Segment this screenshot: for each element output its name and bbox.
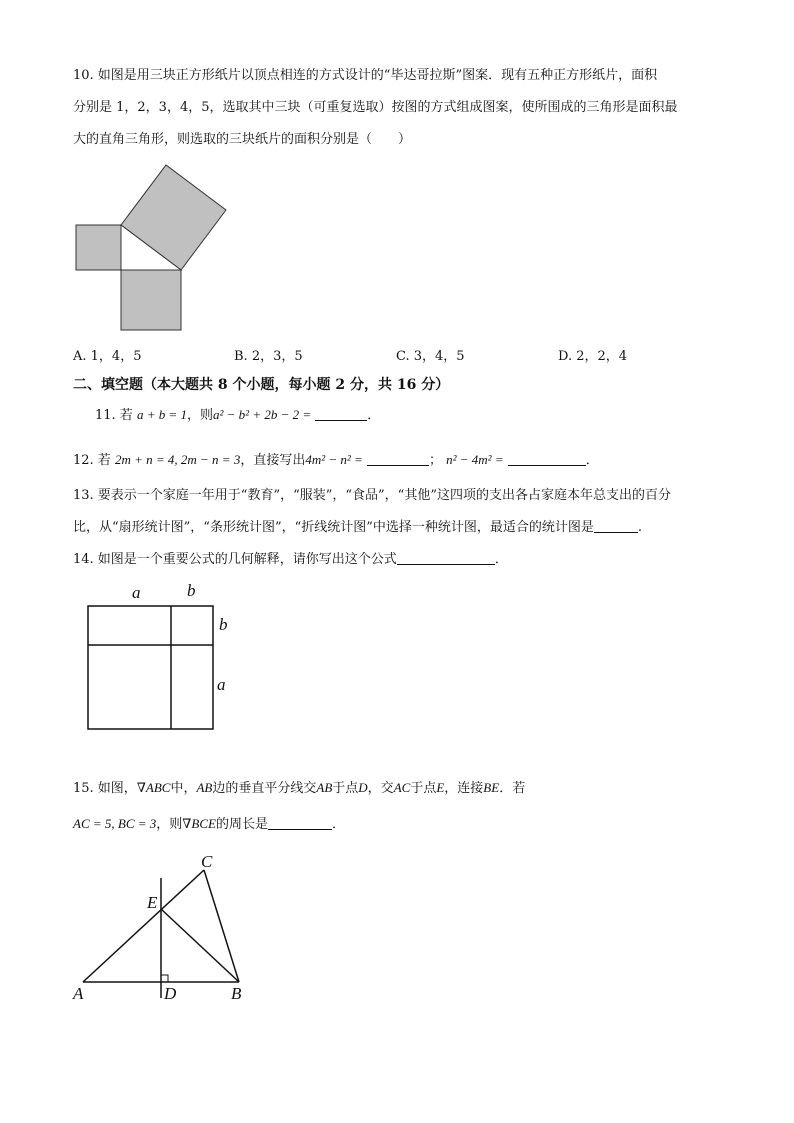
q11-mid: ，则 (187, 408, 214, 423)
square-small (76, 225, 121, 270)
q14-square-figure (88, 606, 213, 729)
q15-t4: ，交 (367, 781, 394, 796)
q15-t5: 于点 (410, 781, 437, 796)
q13-line1: 13. 要表示一个家庭一年用于“教育”，“服装”，“食品”，“其他”这四项的支出各占家庭本年总支出的百分 (73, 488, 671, 503)
q15-end: ． (331, 817, 345, 832)
q15-be: BE (483, 780, 500, 795)
q11-end: ． (367, 408, 381, 423)
q10-option-b: B. 2，3，5 (234, 349, 303, 364)
q15-line1 (73, 778, 525, 799)
q15-d: D (358, 780, 368, 795)
q12-expr1: 4m² − n² = (305, 452, 363, 467)
q15-answer-blank[interactable] (268, 817, 332, 830)
q14-end: ． (494, 552, 508, 567)
q10-line1: 10. 如图是用三块正方形纸片以顶点相连的方式设计的“毕达哥拉斯”图案．现有五种正方形纸片，面积 (73, 68, 658, 83)
q15-t6: ，连接 (444, 781, 484, 796)
q15-label-E: E (147, 893, 158, 912)
q15-tri2: ∇BCE (182, 816, 216, 831)
q15-t1: 中， (170, 781, 197, 796)
q12-pre: 12. 若 (73, 453, 111, 468)
q15-t3: 于点 (332, 781, 359, 796)
q11-expr: a² − b² + 2b − 2 = (213, 407, 312, 422)
q14-label-top-a: a (132, 583, 141, 602)
q15-t2: 边的垂直平分线交 (212, 781, 317, 796)
q12-cond: 2m + n = 4, 2m − n = 3 (114, 452, 241, 467)
q15-label-A: A (73, 984, 84, 1003)
q15-label-C: C (201, 852, 213, 871)
q12-answer-blank-2[interactable] (508, 453, 586, 466)
q13-line2-text: 比，从“扇形统计图”，“条形统计图”，“折线统计图”中选择一种统计图，最适合的统计图是 (73, 520, 594, 535)
q10-line2: 分别是 1，2，3，4，5，选取其中三块（可重复选取）按图的方式组成图案，使所围成的三角形是面积最 (73, 100, 678, 115)
q15-t8: ，则 (156, 817, 183, 832)
q12 (73, 450, 599, 471)
q11-cond: a + b = 1 (136, 407, 187, 422)
q15-label-D: D (164, 984, 177, 1003)
q13-end: . (637, 520, 643, 535)
q14-answer-blank[interactable] (397, 552, 495, 565)
q15-ab1: AB (196, 780, 213, 795)
q15-triangle-figure (83, 870, 239, 998)
q11 (95, 405, 380, 426)
q11-pre: 11. 若 (95, 408, 133, 423)
q15-ac: AC (393, 780, 411, 795)
q13-line2 (73, 518, 642, 538)
right-triangle (121, 225, 181, 270)
q10-option-c: C. 3，4，5 (396, 349, 465, 364)
q12-mid: ，直接写出 (240, 453, 306, 468)
q11-answer-blank[interactable] (315, 408, 367, 421)
q15-pre: 15. 如图， (73, 781, 137, 796)
q12-sep: ； (428, 453, 442, 468)
q14-label-top-b: b (187, 581, 196, 600)
q14-text: 14. 如图是一个重要公式的几何解释，请你写出这个公式 (73, 552, 397, 567)
q10-option-a: A. 1，4，5 (73, 349, 142, 364)
q15-label-B: B (231, 984, 242, 1003)
square-large (121, 165, 226, 270)
q15-line2 (73, 814, 345, 835)
q13-answer-blank[interactable] (594, 520, 638, 533)
q12-expr2: n² − 4m² = (446, 452, 504, 467)
q14-label-side-a: a (217, 675, 226, 694)
q15-e: E (436, 780, 445, 795)
q15-t7: ．若 (499, 781, 526, 796)
q14-label-side-b: b (219, 615, 228, 634)
q15-cond: AC = 5, BC = 3 (73, 816, 157, 831)
q12-end: ． (585, 453, 599, 468)
q15-ab2: AB (316, 780, 333, 795)
q10-option-d: D. 2，2，4 (558, 349, 628, 364)
q12-answer-blank-1[interactable] (367, 453, 429, 466)
q10-line3: 大的直角三角形，则选取的三块纸片的面积分别是（ ） (73, 132, 412, 147)
square-medium (121, 270, 181, 330)
section-heading: 二、填空题（本大题共 8 个小题，每小题 2 分，共 16 分） (73, 377, 450, 393)
q15-tri: ∇ABC (136, 780, 171, 795)
q14 (73, 550, 508, 570)
q15-t9: 的周长是 (215, 817, 268, 832)
